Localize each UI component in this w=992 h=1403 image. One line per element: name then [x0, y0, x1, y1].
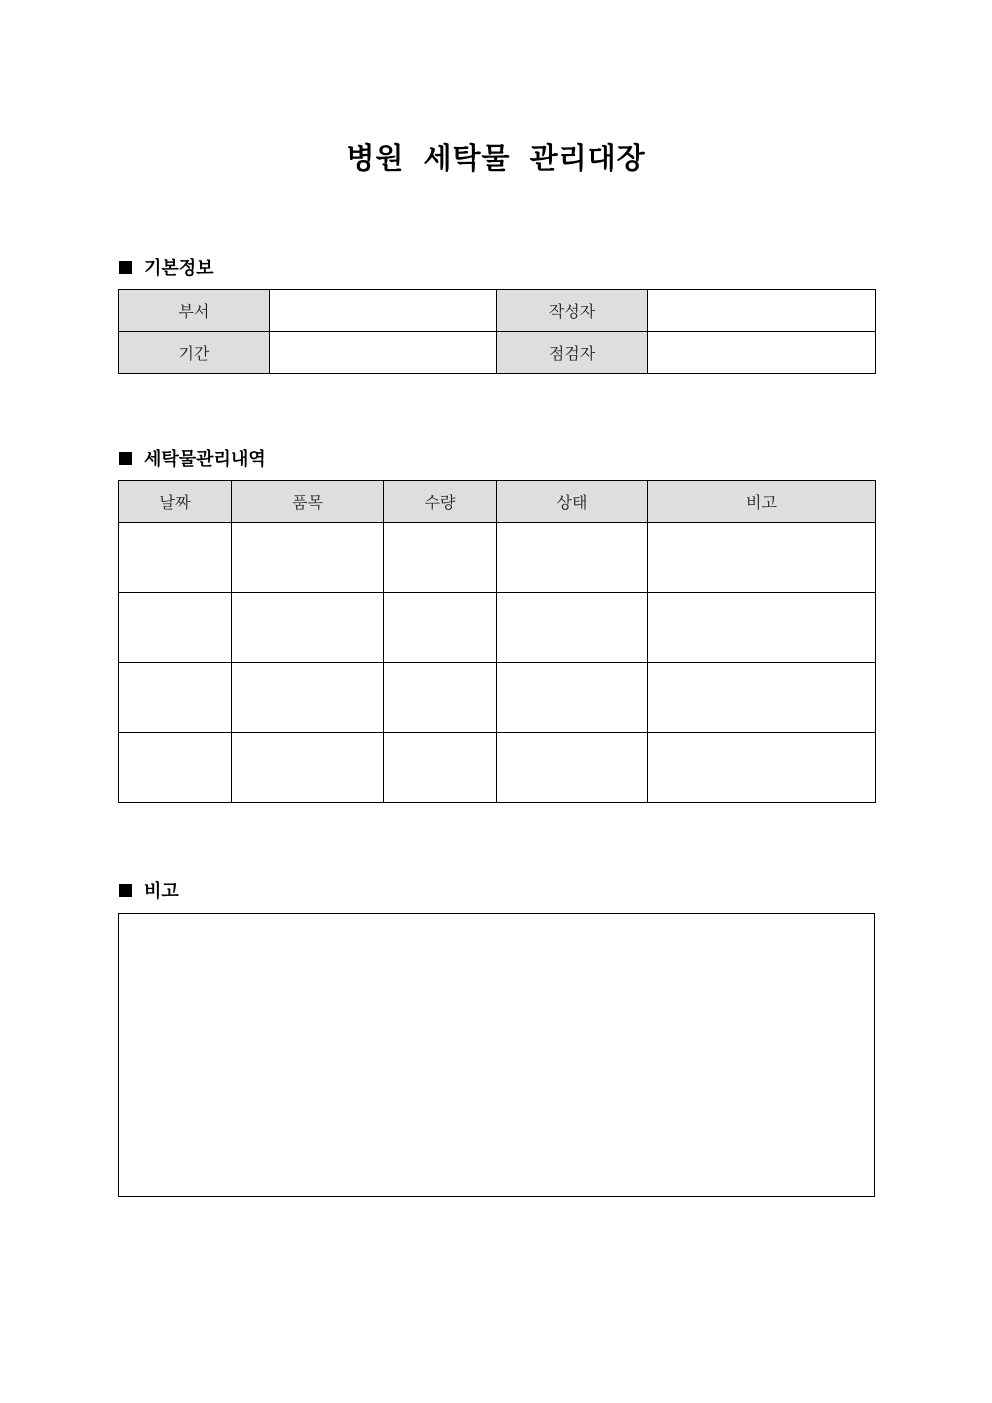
section-heading-notes: [119, 877, 179, 903]
section-heading-basic-info: [119, 254, 214, 280]
section-heading-label: 기본정보: [144, 258, 214, 279]
label-period: 기간: [119, 332, 270, 374]
bullet-square-icon: [119, 452, 132, 465]
bullet-square-icon: [119, 884, 132, 897]
table-header-row: [119, 481, 876, 523]
column-header-status: 상태: [497, 481, 648, 523]
laundry-log-table: [118, 480, 876, 803]
author-field[interactable]: [648, 290, 876, 332]
date-cell[interactable]: [119, 663, 232, 733]
remarks-cell[interactable]: [648, 593, 876, 663]
section-heading-label: 비고: [144, 881, 179, 902]
date-cell[interactable]: [119, 733, 232, 803]
quantity-cell[interactable]: [384, 523, 497, 593]
column-header-date: 날짜: [119, 481, 232, 523]
date-cell[interactable]: [119, 523, 232, 593]
label-department: 부서: [119, 290, 270, 332]
item-cell[interactable]: [232, 593, 384, 663]
status-cell[interactable]: [497, 663, 648, 733]
quantity-cell[interactable]: [384, 663, 497, 733]
table-row: [119, 290, 876, 332]
column-header-item: 품목: [232, 481, 384, 523]
quantity-cell[interactable]: [384, 733, 497, 803]
label-author: 작성자: [497, 290, 648, 332]
status-cell[interactable]: [497, 733, 648, 803]
table-row: [119, 332, 876, 374]
column-header-quantity: 수량: [384, 481, 497, 523]
table-row: [119, 733, 876, 803]
table-row: [119, 523, 876, 593]
remarks-cell[interactable]: [648, 523, 876, 593]
notes-box[interactable]: [118, 913, 875, 1197]
quantity-cell[interactable]: [384, 593, 497, 663]
basic-info-table: [118, 289, 876, 374]
bullet-square-icon: [119, 261, 132, 274]
status-cell[interactable]: [497, 523, 648, 593]
remarks-cell[interactable]: [648, 733, 876, 803]
column-header-remarks: 비고: [648, 481, 876, 523]
inspector-field[interactable]: [648, 332, 876, 374]
label-inspector: 점검자: [497, 332, 648, 374]
page-title: 병원 세탁물 관리대장: [346, 141, 646, 175]
item-cell[interactable]: [232, 523, 384, 593]
section-heading-laundry-log: [119, 445, 266, 471]
status-cell[interactable]: [497, 593, 648, 663]
item-cell[interactable]: [232, 663, 384, 733]
table-row: [119, 593, 876, 663]
section-heading-label: 세탁물관리내역: [144, 449, 266, 470]
item-cell[interactable]: [232, 733, 384, 803]
table-row: [119, 663, 876, 733]
date-cell[interactable]: [119, 593, 232, 663]
remarks-cell[interactable]: [648, 663, 876, 733]
department-field[interactable]: [270, 290, 497, 332]
period-field[interactable]: [270, 332, 497, 374]
